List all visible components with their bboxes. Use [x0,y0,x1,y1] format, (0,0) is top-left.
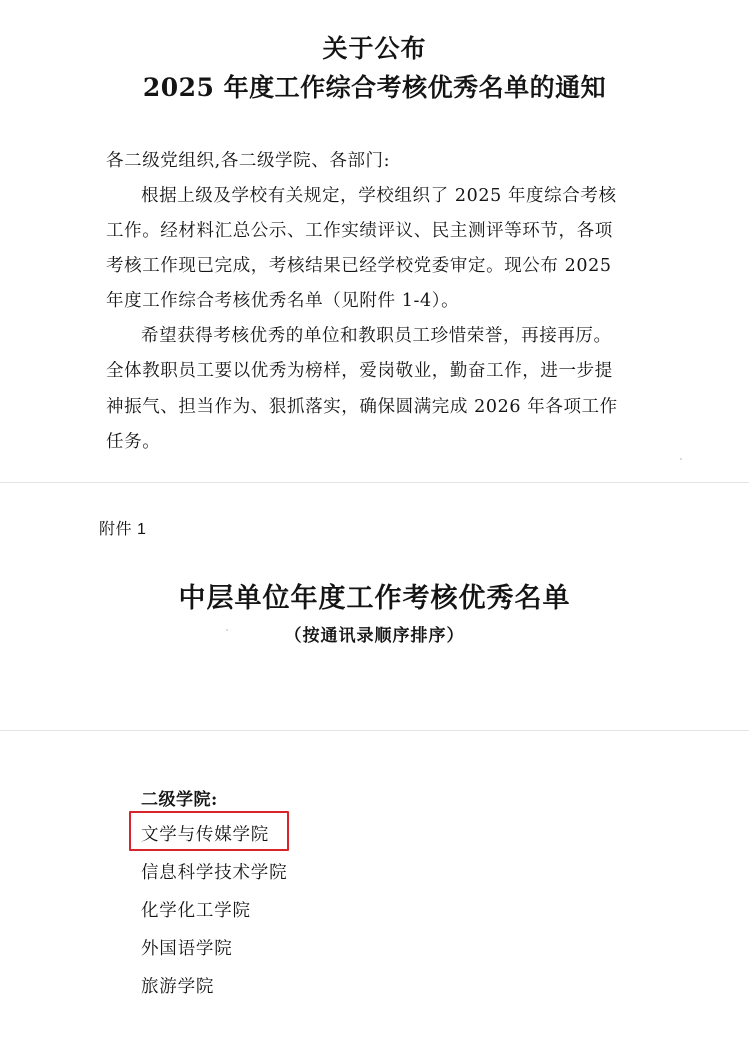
category-heading: 二级学院: [141,790,218,810]
scan-speck [226,629,228,631]
attachment-title: 中层单位年度工作考核优秀名单 [178,583,571,614]
list-item: 旅游学院 [141,977,215,997]
notice-title-line-2: 2025 年度工作综合考核优秀名单的通知 [142,73,607,102]
paragraph-2-line: 希望获得考核优秀的单位和教职员工珍惜荣誉，再接再厉。 [141,326,612,346]
scan-speck [680,458,682,460]
paragraph-2-line: 任务。 [106,432,161,452]
list-item: 信息科学技术学院 [141,863,288,883]
attachment-label: 附件 1 [99,521,147,538]
attachment-subtitle: （按通讯录顺序排序） [284,626,465,646]
paragraph-2-line: 全体教职员工要以优秀为榜样，爱岗敬业，勤奋工作，进一步提 [106,361,613,381]
list-item: 外国语学院 [141,939,233,959]
college-list-page [0,731,749,1046]
notice-page [0,0,749,482]
paragraph-1-line: 工作。经材料汇总公示、工作实绩评议、民主测评等环节，各项 [106,221,613,241]
notice-title-line-1: 关于公布 [322,34,427,63]
list-item: 文学与传媒学院 [141,825,270,845]
attachment-header-page [0,483,749,730]
paragraph-1-line: 考核工作现已完成，考核结果已经学校党委审定。现公布 2025 [106,256,612,276]
paragraph-2-line: 神振气、担当作为、狠抓落实，确保圆满完成 2026 年各项工作 [106,397,618,417]
paragraph-1-line: 根据上级及学校有关规定，学校组织了 2025 年度综合考核 [141,186,617,206]
list-item: 化学化工学院 [141,901,251,921]
salutation: 各二级党组织,各二级学院、各部门: [106,151,391,171]
paragraph-1-line: 年度工作综合考核优秀名单（见附件 1-4）。 [106,291,460,311]
